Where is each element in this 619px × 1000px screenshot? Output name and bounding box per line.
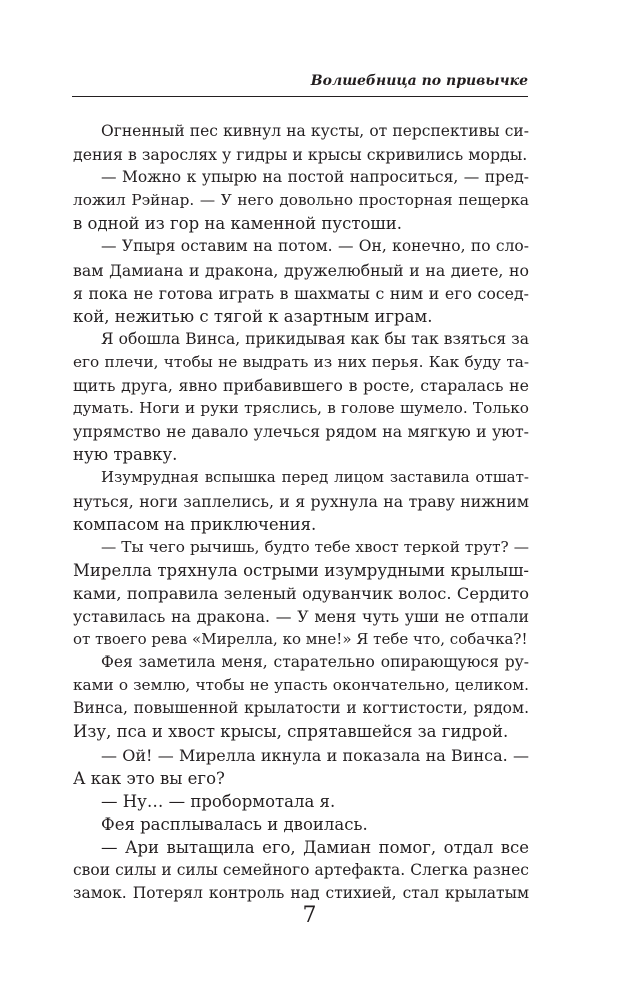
text-line: Я обошла Винса, прикидывая как бы так взяться за [101,329,529,348]
body-text [73,120,529,905]
text-line: Винса, повышенной крылатости и когтистости, рядом. [73,699,529,718]
text-line: кой, нежитью с тягой к азартным играм. [73,306,433,326]
text-line: нуться, ноги заплелись, и я рухнула на траву нижним [73,491,529,511]
text-line: от твоего рева «Мирелла, ко мне!» Я тебе что, собачка?! [73,630,528,649]
text-line: ложил Рэйнар. — У него довольно просторная пещерка [73,191,529,210]
text-line: Изу, пса и хвост крысы, спрятавшейся за гидрой. [73,722,509,742]
text-line: — Ты чего рычишь, будто тебе хвост теркой трут? — [101,537,529,556]
text-line: думать. Ноги и руки тряслись, в голове шумело. Только [73,399,529,418]
text-line: Мирелла тряхнула острыми изумрудными крылыш- [73,560,529,580]
text-line: в одной из гор на каменной пустоши. [73,214,403,234]
text-line: ками о землю, чтобы не упасть окончательно, целиком. [73,676,529,695]
text-line: — Упыря оставим на потом. — Он, конечно, по сло- [101,237,529,256]
text-line: — Ой! — Мирелла икнула и показала на Винса. — [101,745,529,765]
text-line: — Ну… — пробормотала я. [101,791,336,811]
page-number: 7 [302,903,317,928]
text-line: упрямство не давало улечься рядом на мягкую и уют- [73,422,529,442]
text-line: Фея заметила меня, старательно опирающуюся ру- [101,653,529,672]
text-line: свои силы и силы семейного артефакта. Слегка разнес [73,861,529,879]
text-line: его плечи, чтобы не выдрать из них перья. Как буду та- [73,352,529,371]
text-line: замок. Потерял контроль над стихией, стал крылатым [73,884,529,903]
text-line: дения в зарослях у гидры и крысы скривились морды. [73,145,528,165]
text-line: ками, поправила зеленый одуванчик волос. Сердито [73,583,529,603]
text-line: — Ари вытащила его, Дамиан помог, отдал все [101,837,529,857]
text-line: щить друга, явно прибавившего в росте, старалась не [73,376,529,396]
text-line: Изумрудная вспышка перед лицом заставила отшат- [101,468,529,487]
text-line: я пока не готова играть в шахматы с ним и его сосед- [73,283,529,303]
text-line: Фея расплывалась и двоилась. [101,814,368,834]
text-line: Огненный пес кивнул на кусты, от перспективы си- [101,122,529,140]
text-line: компасом на приключения. [73,514,317,534]
running-head: Волшебница по привычке [310,73,528,89]
text-line: уставилась на дракона. — У меня чуть уши не отпали [73,606,529,626]
header-rule [72,96,528,97]
text-line: — Можно к упырю на постой напроситься, — пред- [101,168,529,187]
text-line: А как это вы его? [73,768,225,788]
text-line: ную травку. [73,445,178,465]
text-line: вам Дамиана и дракона, дружелюбный и на диете, но [73,260,529,280]
